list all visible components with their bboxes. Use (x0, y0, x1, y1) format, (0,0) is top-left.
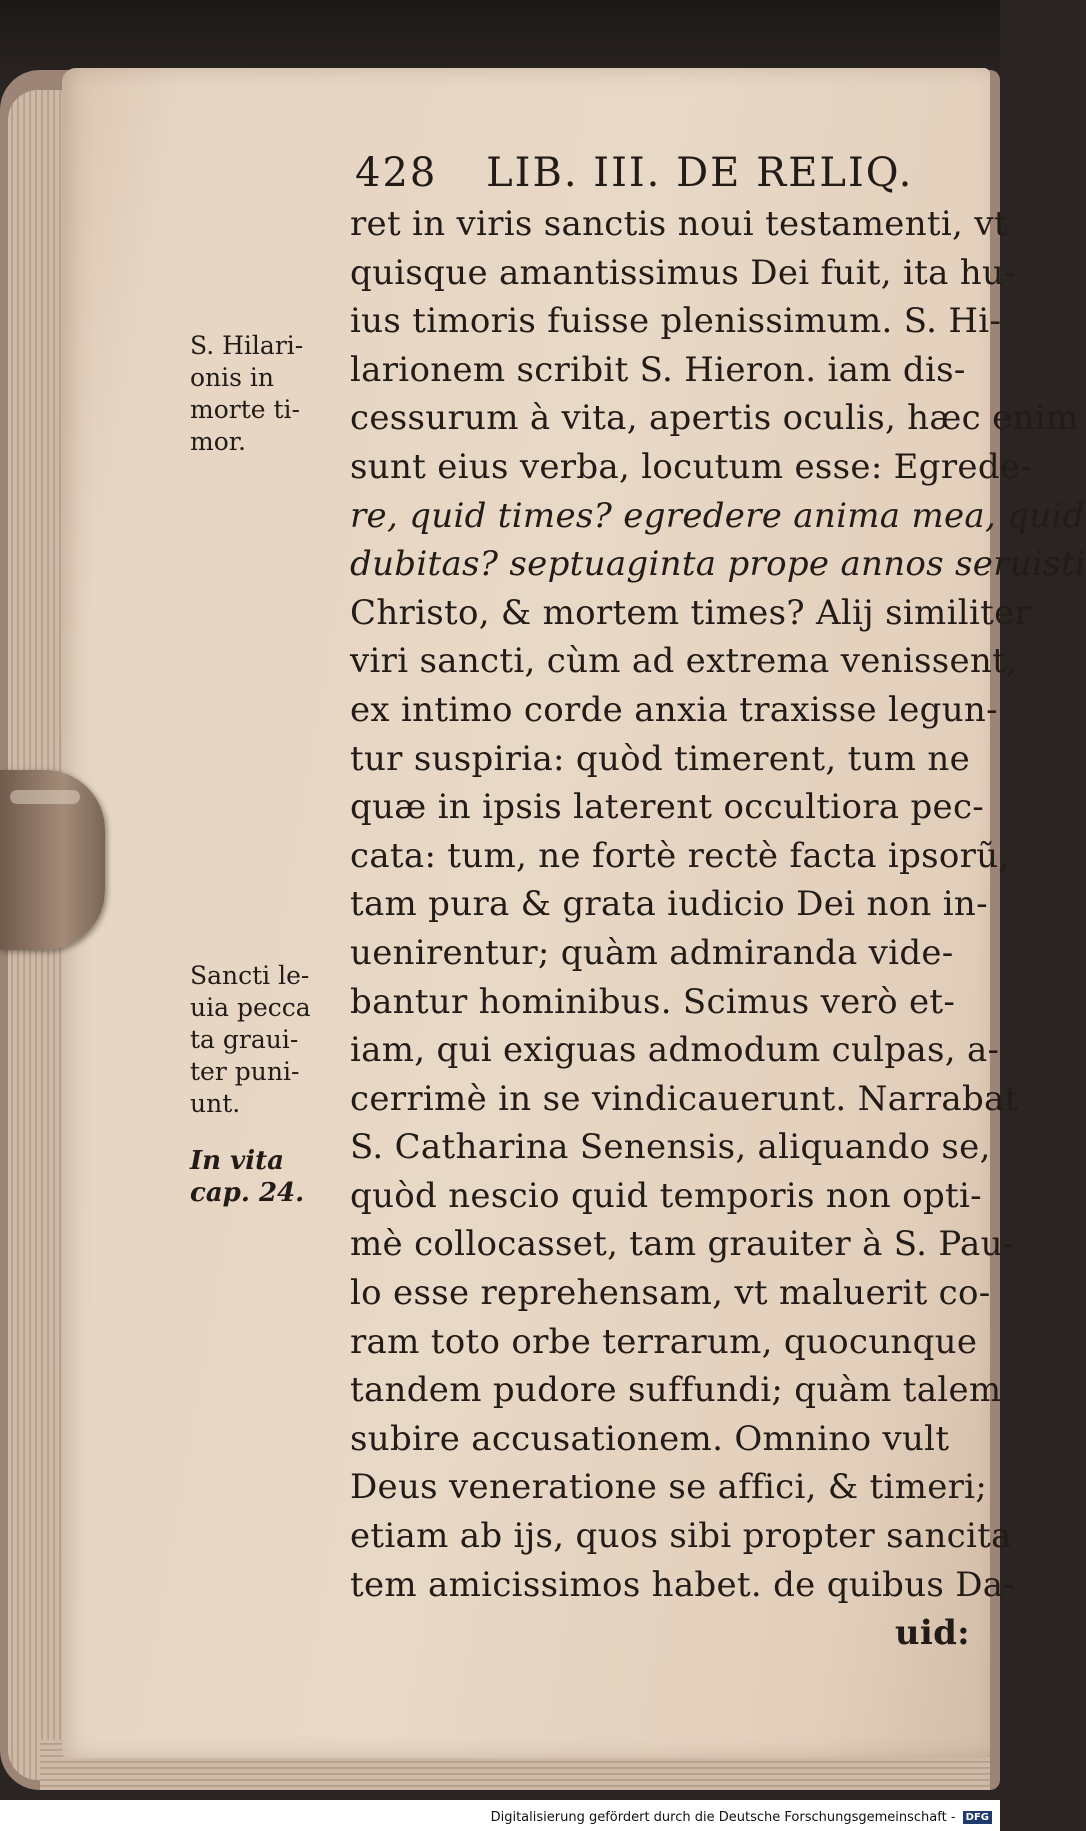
margin-note-vita (190, 1145, 350, 1209)
text-line: ius timoris fuisse plenissimum. S. Hi- (350, 301, 1002, 342)
text-line: iam, qui exiguas admodum culpas, a- (350, 1030, 1000, 1071)
text-line: dubitas? septuaginta prope annos seruisti (350, 544, 1086, 585)
text-line: cata: tum, ne fortè rectè facta ipsorũ, (350, 835, 1010, 876)
running-title: LIB. III. DE RELIQ. (486, 150, 914, 196)
text-line: quisque amantissimus Dei fuit, ita hu- (350, 252, 1016, 293)
margin-note-line: cap. 24. (190, 1178, 305, 1208)
text-line: cessurum à vita, apertis oculis, hæc enim (350, 398, 1079, 439)
text-line: tur suspiria: quòd timerent, tum ne (350, 738, 970, 779)
running-header (355, 150, 913, 196)
text-line: tem amicissimos habet. de quibus Da- (350, 1564, 1016, 1605)
text-line: quòd nescio quid temporis non opti- (350, 1175, 982, 1216)
margin-note-line: uia pecca (190, 993, 311, 1022)
catchword: uid: (894, 1613, 970, 1654)
text-line: Christo, & mortem times? Alij similiter (350, 592, 1032, 633)
text-line: tandem pudore suffundi; quàm talem (350, 1370, 1002, 1411)
text-line: quæ in ipsis laterent occultiora pec- (350, 787, 985, 828)
margin-note-line: unt. (190, 1089, 241, 1118)
text-line: lo esse reprehensam, vt maluerit co- (350, 1273, 991, 1314)
text-line: re, quid times? egredere anima mea, quid (350, 495, 1085, 536)
text-line: S. Catharina Senensis, aliquando se, (350, 1127, 991, 1168)
margin-note-line: S. Hilari- (190, 331, 304, 360)
text-line: bantur hominibus. Scimus verò et- (350, 981, 956, 1022)
margin-note-line: mor. (190, 427, 246, 456)
dfg-logo: DFG (963, 1811, 992, 1824)
margin-note-line: ter puni- (190, 1057, 300, 1086)
text-line: ex intimo corde anxia traxisse legun- (350, 689, 998, 730)
margin-note-sancti (190, 960, 350, 1120)
text-line: cerrimè in se vindicauerunt. Narrabat (350, 1078, 1019, 1119)
margin-note-line: In vita (190, 1146, 284, 1176)
margin-note-line: onis in (190, 363, 275, 392)
text-line: ret in viris sanctis noui testamenti, vt (350, 204, 1008, 244)
body-text (350, 200, 1086, 1658)
text-line: uenirentur; quàm admiranda vide- (350, 932, 954, 973)
margin-note-line: ta graui- (190, 1025, 299, 1054)
funding-footer (491, 1810, 992, 1825)
margin-note-line: Sancti le- (190, 961, 310, 990)
text-line: tam pura & grata iudicio Dei non in- (350, 884, 988, 925)
footer-text: Digitalisierung gefördert durch die Deutsche Forschungsgemeinschaft - (490, 1810, 956, 1825)
book-clasp-shine (10, 790, 80, 804)
text-line: etiam ab ijs, quos sibi propter sancita (350, 1516, 1012, 1557)
text-line: ram toto orbe terrarum, quocunque (350, 1321, 978, 1362)
margin-note-line: morte ti- (190, 395, 300, 424)
text-line: mè collocasset, tam grauiter à S. Pau- (350, 1224, 1015, 1265)
margin-note-hilarion (190, 330, 350, 458)
text-line: subire accusationem. Omnino vult (350, 1418, 950, 1459)
page-number: 428 (355, 150, 438, 196)
text-line: sunt eius verba, locutum esse: Egrede- (350, 446, 1033, 487)
text-line: viri sancti, cùm ad extrema venissent, (350, 641, 1018, 682)
text-line: larionem scribit S. Hieron. iam dis- (350, 349, 966, 390)
text-line: Deus veneratione se affici, & timeri; (350, 1467, 988, 1508)
